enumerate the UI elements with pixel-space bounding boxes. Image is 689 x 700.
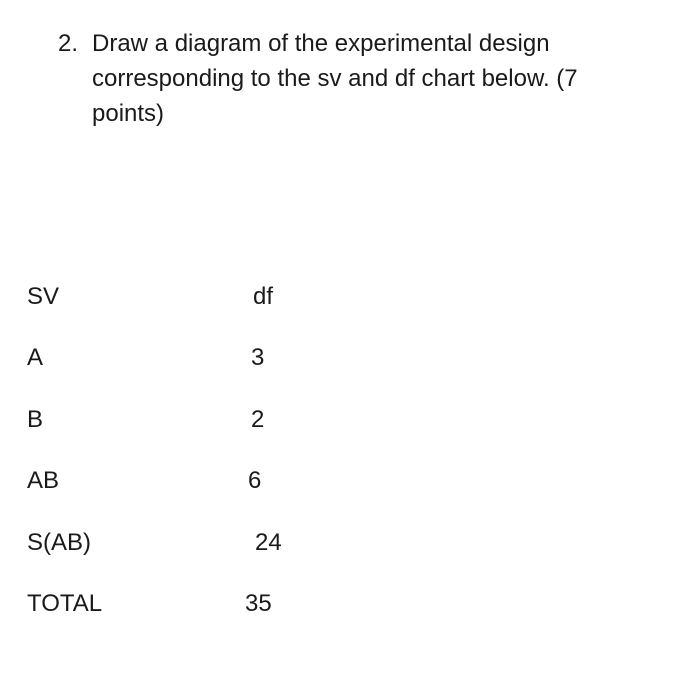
- df-cell: 24: [255, 529, 282, 556]
- sv-cell: TOTAL: [27, 590, 103, 617]
- question-line: Draw a diagram of the experimental design: [92, 30, 550, 57]
- question-number: 2.: [58, 30, 79, 57]
- sv-header: SV: [27, 283, 60, 310]
- df-cell: 6: [248, 467, 262, 494]
- df-cell: 3: [251, 344, 265, 371]
- sv-cell: S(AB): [27, 529, 92, 556]
- sv-cell: A: [27, 344, 44, 371]
- df-header: df: [253, 283, 274, 310]
- question-text: [92, 26, 658, 131]
- df-cell: 2: [251, 406, 265, 433]
- question-line: points): [92, 100, 165, 127]
- df-cell: 35: [245, 590, 272, 617]
- question-line: corresponding to the sv and df chart below. (7: [92, 65, 578, 92]
- sv-cell: AB: [27, 467, 60, 494]
- sv-cell: B: [27, 406, 44, 433]
- question-block: [58, 26, 658, 131]
